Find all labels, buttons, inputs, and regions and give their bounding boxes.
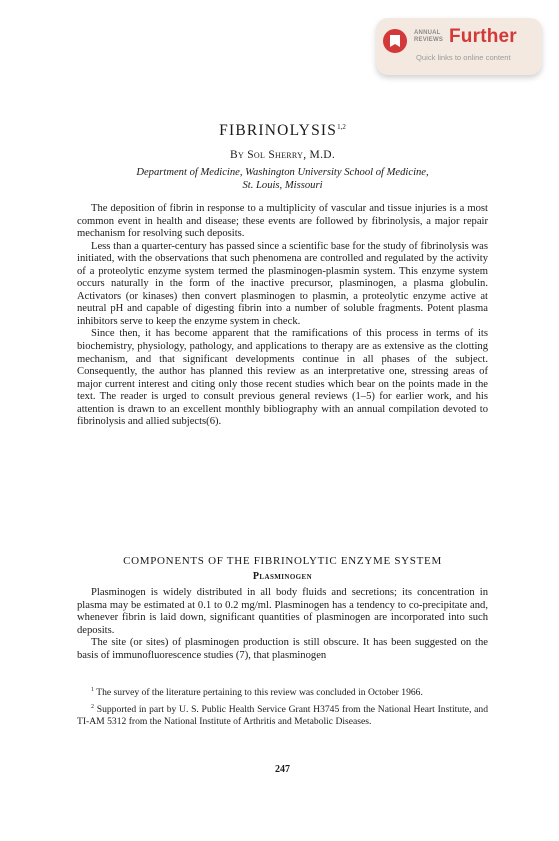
footnote [77,702,488,727]
badge-publisher: ANNUAL REVIEWS [414,30,444,43]
paragraph: The deposition of fibrin in response to a multiplicity of vascular and tissue injuries is a most common event in health and disease; these events are followed by fibrinolysis, a major repair mechanism for resolving such deposits. [77,203,488,240]
footnotes [77,685,488,730]
footnote-text: The survey of the literature pertaining to this review was concluded in October 1966. [96,687,423,699]
title-footnote-refs: 1,2 [337,123,346,131]
badge-tagline[interactable]: Quick links to online content [416,53,511,62]
section-body [77,587,488,662]
subsection-heading: Plasminogen [252,571,313,582]
paragraph: Less than a quarter-century has passed since a scientific base for the study of fibrinolysis was initiated, with the observations that such phenomena are controlled and regulated by the activity of a proteolytic enzyme system termed the plasminogen-plasmin system. This enzyme system occurs naturally in the form of the inactive precursor, plasminogen, a plasma globulin. Activators (or kinases) then convert plasminogen to plasmin, a proteolytic enzyme active at neutral pH and capable of digesting fibrin into a number of soluble fragments. Potent plasma inhibitors serve to keep the enzyme system in check. [77,240,488,327]
annual-reviews-logo-icon [383,29,407,53]
title-text: FIBRINOLYSIS [219,122,338,139]
footnote-mark: 1 [91,687,94,693]
footnote [77,685,488,699]
article-title [77,122,488,140]
article-author: By Sol Sherry, M.D. [229,149,336,161]
affiliation-line-2: St. Louis, Missouri [242,180,323,191]
footnote-text: Supported in part by U. S. Public Health Service Grant H3745 from the National Heart Institute, and TI-AM 5312 from the National Institute of Arthritis and Metabolic Diseases. [77,703,488,727]
intro-body [77,203,488,429]
further-badge[interactable] [376,18,542,75]
badge-further-word[interactable]: Further [449,26,517,47]
section-heading: COMPONENTS OF THE FIBRINOLYTIC ENZYME SYSTEM [123,555,442,567]
affiliation-line-1: Department of Medicine, Washington University School of Medicine, [136,167,429,178]
article-affiliation [77,166,488,192]
paragraph: Since then, it has become apparent that the ramifications of this process in terms of its biochemistry, physiology, pathology, and applications to therapy are as extensive as the clotting mechanism, and that significant developments continue in all phases of the subject. Consequently, the author has planned this review as an interpretative one, stressing areas of major current interest and citing only those recent studies which bear on the points made in the text. The reader is urged to consult previous general reviews (1–5) for earlier work, and his attention is drawn to an excellent monthly bibliography with an annual compilation devoted to fibrinolysis and allied subjects(6). [77,328,488,428]
paragraph: The site (or sites) of plasminogen production is still obscure. It has been suggested on the basis of immunofluorescence studies (7), that plasminogen [77,637,488,661]
paragraph: Plasminogen is widely distributed in all body fluids and secretions; its concentration in plasma may be estimated at 0.1 to 0.2 mg/ml. Plasminogen has a tendency to co-precipitate and, whenever fibrin is laid down, significant quantities of plasminogen are incorporated into such deposits. [77,587,488,636]
footnote-mark: 2 [91,703,94,710]
page-number: 247 [275,764,290,775]
